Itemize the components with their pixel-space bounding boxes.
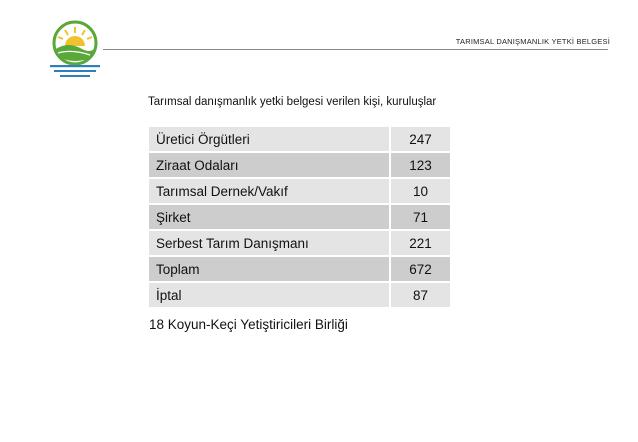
row-value: 221 (390, 230, 450, 256)
section-subtitle: Tarımsal danışmanlık yetki belgesi verilen kişi, kuruluşlar (148, 96, 437, 108)
certificate-table (149, 127, 450, 309)
row-value: 87 (390, 282, 450, 308)
table-row (149, 204, 450, 230)
ministry-logo-emblem (46, 19, 104, 81)
row-label: İptal (149, 282, 390, 308)
row-label: Üretici Örgütleri (149, 127, 390, 152)
row-value: 123 (390, 152, 450, 178)
header-divider (103, 49, 608, 50)
table-row (149, 230, 450, 256)
row-label: Tarımsal Dernek/Vakıf (149, 178, 390, 204)
table-row (149, 127, 450, 152)
footer-note: 18 Koyun-Keçi Yetiştiricileri Birliği (149, 317, 348, 332)
row-value: 10 (390, 178, 450, 204)
header-title: TARIMSAL DANIŞMANLIK YETKİ BELGESİ (455, 37, 610, 46)
row-label: Toplam (149, 256, 390, 282)
table-row (149, 178, 450, 204)
row-label: Ziraat Odaları (149, 152, 390, 178)
table-row (149, 256, 450, 282)
row-value: 247 (390, 127, 450, 152)
row-value: 672 (390, 256, 450, 282)
table-row (149, 152, 450, 178)
row-value: 71 (390, 204, 450, 230)
row-label: Serbest Tarım Danışmanı (149, 230, 390, 256)
ministry-logo (46, 19, 104, 81)
table-row (149, 282, 450, 308)
row-label: Şirket (149, 204, 390, 230)
